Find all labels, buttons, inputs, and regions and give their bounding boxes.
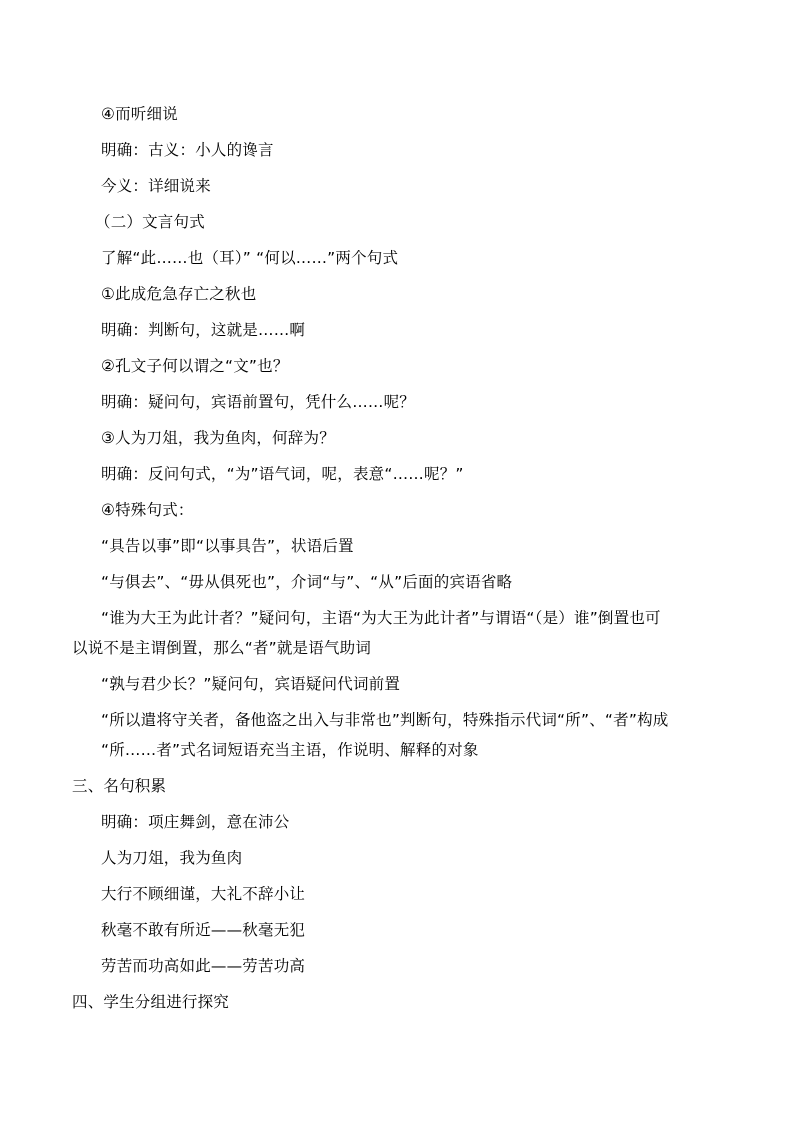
text-line: “谁为大王为此计者？”疑问句，主语“为大王为此计者”与谓语“（是）谁”倒置也可 [101,609,661,627]
text-line: 明确：反问句式，“为”语气词，呢，表意“……呢？” [101,465,464,483]
text-line: 了解“此……也（耳）” “何以……”两个句式 [101,249,399,267]
text-line: 人为刀俎，我为鱼肉 [101,849,243,867]
text-line: “所……者”式名词短语充当主语，作说明、解释的对象 [101,741,479,759]
section-heading: 三、名句积累 [72,777,167,795]
text-line: “与俱去”、“毋从俱死也”，介词“与”、“从”后面的宾语省略 [101,573,513,591]
text-line: 劳苦而功高如此——劳苦功高 [101,957,306,975]
text-line: ②孔文子何以谓之“文”也？ [101,357,289,375]
text-line: ④而听细说 [101,105,178,123]
text-line: ①此成危急存亡之秋也 [101,285,257,303]
text-line: “所以遣将守关者，备他盗之出入与非常也”判断句，特殊指示代词“所”、“者”构成 [101,711,669,729]
section-heading: 四、学生分组进行探究 [72,993,230,1011]
section-heading: （二）文言句式 [95,213,205,231]
text-line: 秋毫不敢有所近——秋毫无犯 [101,921,306,939]
text-line: 明确：古义：小人的谗言 [101,141,274,159]
text-line: ④特殊句式： [101,501,194,519]
text-line: 明确：疑问句，宾语前置句，凭什么……呢？ [101,393,416,411]
text-line: 大行不顾细谨，大礼不辞小让 [101,885,306,903]
text-line: “孰与君少长？”疑问句，宾语疑问代词前置 [101,675,401,693]
text-line: 明确：项庄舞剑，意在沛公 [101,813,290,831]
text-line: “具告以事”即“以事具告”，状语后置 [101,537,354,555]
text-line: 今义：详细说来 [101,177,211,195]
text-line: ③人为刀俎，我为鱼肉，何辞为？ [101,429,335,447]
text-line: 明确：判断句，这就是……啊 [101,321,306,339]
text-line: 以说不是主谓倒置，那么“者”就是语气助词 [72,639,372,657]
